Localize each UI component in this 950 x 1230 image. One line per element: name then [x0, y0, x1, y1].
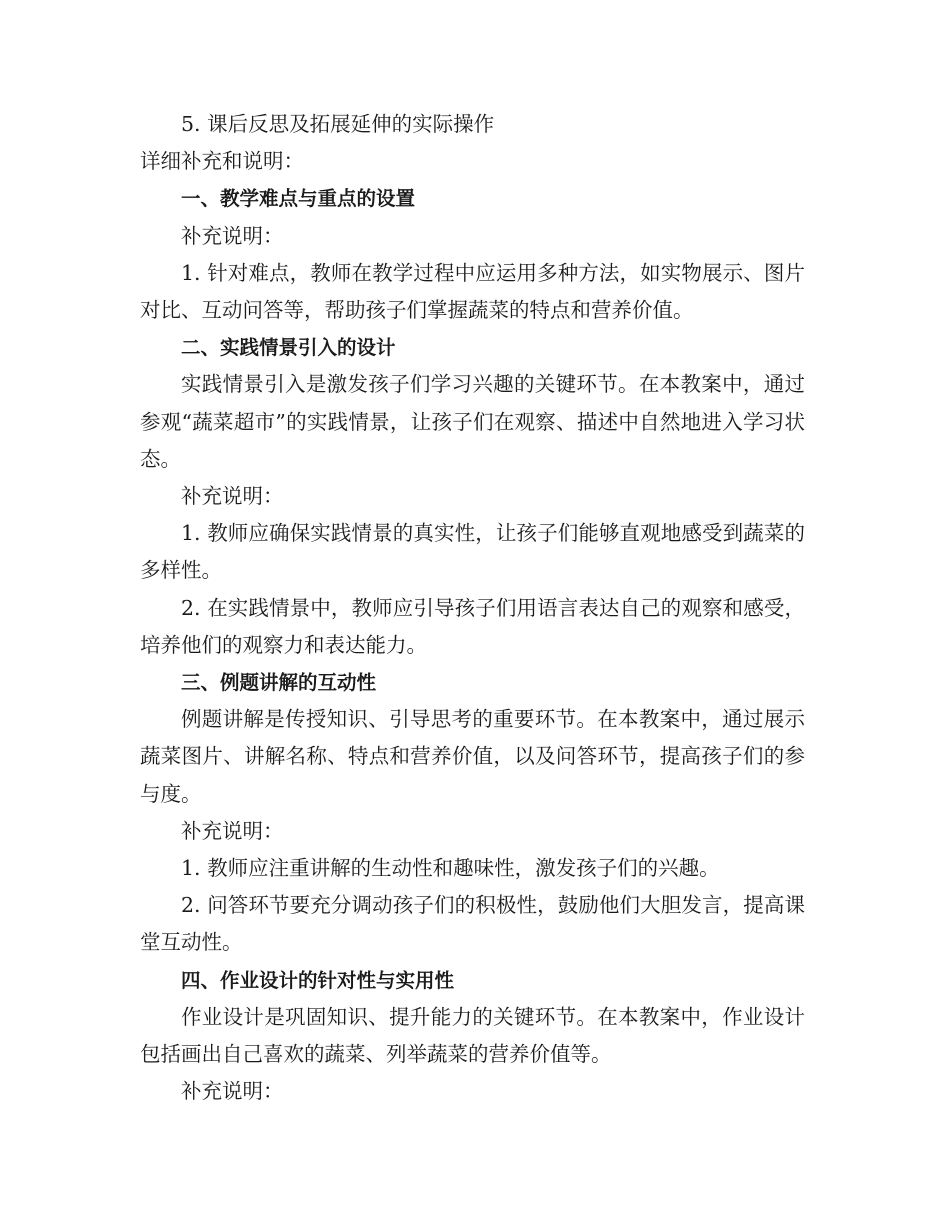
supplement-label: 补充说明：	[181, 818, 284, 843]
list-item: 1. 教师应确保实践情景的真实性，让孩子们能够直观地感受到蔬菜的多样性。	[140, 521, 805, 583]
section-heading: 三、例题讲解的互动性	[180, 671, 376, 695]
list-item: 2. 问答环节要充分调动孩子们的积极性，鼓励他们大胆发言，提高课堂互动性。	[140, 893, 805, 955]
supplement-label: 补充说明：	[181, 223, 284, 248]
list-item: 5. 课后反思及拓展延伸的实际操作	[181, 112, 495, 136]
body-paragraph: 实践情景引入是激发孩子们学习兴趣的关键环节。在本教案中，通过参观“蔬菜超市”的实践情景，让孩子们在观察、描述中自然地进入学习状态。	[140, 372, 805, 471]
section-heading: 四、作业设计的针对性与实用性	[180, 968, 454, 992]
list-item: 1. 针对难点，教师在教学过程中应运用多种方法，如实物展示、图片对比、互动问答等，帮助孩子们掌握蔬菜的特点和营养价值。	[140, 260, 805, 323]
supplement-label: 补充说明：	[181, 1079, 284, 1104]
document-body	[140, 106, 805, 1110]
body-paragraph: 例题讲解是传授知识、引导思考的重要环节。在本教案中，通过展示蔬菜图片、讲解名称、特点和营养价值，以及问答环节，提高孩子们的参与度。	[140, 707, 805, 806]
supplement-label: 补充说明：	[181, 484, 284, 509]
section-intro: 详细补充和说明：	[140, 149, 304, 174]
section-heading: 一、教学难点与重点的设置	[180, 187, 415, 211]
list-item: 1. 教师应注重讲解的生动性和趣味性，激发孩子们的兴趣。	[181, 856, 720, 881]
section-heading: 二、实践情景引入的设计	[180, 336, 396, 360]
list-item: 2. 在实践情景中，教师应引导孩子们用语言表达自己的观察和感受，培养他们的观察力和表达能力。	[140, 595, 805, 657]
body-paragraph: 作业设计是巩固知识、提升能力的关键环节。在本教案中，作业设计包括画出自己喜欢的蔬菜、列举蔬菜的营养价值等。	[140, 1004, 805, 1067]
